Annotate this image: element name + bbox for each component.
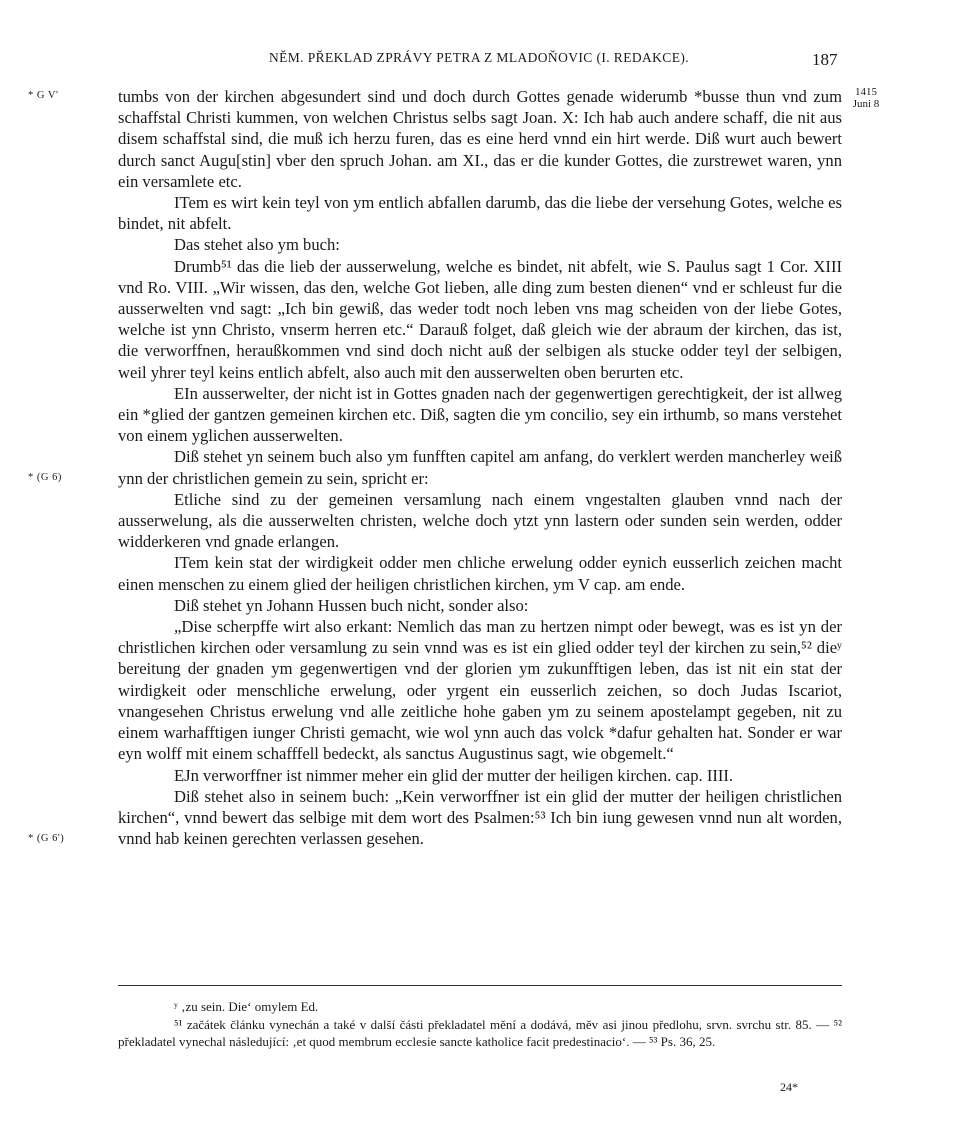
side-note-year: 1415 [855,86,877,98]
page-number: 187 [812,50,838,69]
date-side-note [846,86,886,110]
paragraph: Diß stehet also in seinem buch: „Kein verworffner ist ein glid der mutter der heiligen christlichen kirchen“, vnnd bewert das selbige mit dem wort des Psalmen:⁵³ Ich bin iung gewesen vnnd nun alt worden, vnnd hab keinen gerechten verlassen gesehen. [118,786,842,849]
footnote: ⁵¹ začátek článku vynechán a také v další části překladatel mění a dodává, měv asi jinou předlohu, srvn. svrchu str. 85. — ⁵² překladatel vynechal následující: ‚et quod membrum ecclesie sancte katholice facit predestinacio‘. — ⁵³ Ps. 36, 25. [118,1016,842,1049]
paragraph: ITem es wirt kein teyl von ym entlich abfallen darumb, das die liebe der versehung Gotes, welche es bindet, nit abfelt. [118,193,842,234]
main-text [118,86,842,849]
paragraph: ITem kein stat der wirdigkeit odder men chliche erwelung odder eynich eusserlich zeichen macht einen menschen zu einem glied der heiligen christlichen kirchen, ym V cap. am ende. [118,553,842,594]
footnote: ʸ ‚zu sein. Die‘ omylem Ed. [174,999,319,1014]
footnotes [118,998,842,1051]
paragraph: Diß stehet yn seinem buch also ym funfften capitel am anfang, do verklert werden mancherley weiß ynn der christlichen gemein zu sein, spricht er: [118,447,842,488]
paragraph: EIn ausserwelter, der nicht ist in Gottes gnaden nach der gegenwertigen gerechtigkeit, der ist allweg ein *glied der gantzen gemeinen kirchen etc. Diß, sagten die ym concilio, sey ein irthumb, so mans verstehet von einem yglichen ausserwelten. [118,383,842,446]
margin-mark-2: * (G 6) [28,472,62,483]
margin-mark-3: * (G 6') [28,833,65,844]
signature-mark: 24* [780,1080,798,1094]
paragraph: Etliche sind zu der gemeinen versamlung nach einem vngestalten glauben vnnd nach der ausserwelung, als die ausserwelten christen, welche doch ytzt ynn lastern oder sunden sein werden, odder widderkeren vnd gnade erlangen. [118,489,842,552]
margin-mark-1: * G V' [28,90,59,101]
paragraph: Diß stehet yn Johann Hussen buch nicht, sonder also: [174,595,529,615]
paragraph: „Dise scherpffe wirt also erkant: Nemlich das man zu hertzen nimpt oder bewegt, was es ist yn der christlichen kirchen oder versamlung zu sein vnnd was es ist ein glied odder teyl der kirchen zu sein,⁵² dieʸ bereitung der gnaden ym gegenwertigen vnd der glorien ym zukunfftigen leben, das ist nit ein stat der wirdigkeit oder menschliche erwelung, oder yrgent ein eusserlich zeichen, so doch Judas Iscariot, vnangesehen Christus erwelung vnd alle zeitliche hohe gaben ym zu seinem apostelampt gegeben, nit zu einem warhafftigen iunger Christi gemacht, wie wol ynn auch das volck *dafur gehalten hat. Sonder er war eyn wolff mit einem schafffell bedeckt, als sanctus Augustinus sagt, wie obgemelt.“ [118,617,842,764]
running-title: NĚM. PŘEKLAD ZPRÁVY PETRA Z MLADOŇOVIC (I. REDAKCE). [268,50,690,65]
side-note-date: Juni 8 [852,98,880,110]
paragraph: Drumb⁵¹ das die lieb der ausserwelung, welche es bindet, nit abfelt, wie S. Paulus sagt 1 Cor. XIII vnd Ro. VIII. „Wir wissen, das den, welche Got lieben, alle ding zum besten dienen“ vnd er schleust fur die ausserwelten vnd sagt: „Ich bin gewiß, das weder todt noch leben vns mag scheiden von der liebe Gotes, welche ist ynn Christo, vnserm herren etc.“ Darauß folget, daß gleich wie der abraum der kirchen, das ist, die verworffnen, heraußkommen vnd sind doch nicht auß der selbigen als stucke odder teyl der selbigen, weil yhrer teyl keins entlich abfelt, also auch mit den ausserwelten oben berurten etc. [118,256,842,382]
footnote-divider [118,985,842,986]
paragraph: EJn verworffner ist nimmer meher ein glid der mutter der heiligen kirchen. cap. IIII. [174,765,734,785]
paragraph: Das stehet also ym buch: [174,235,340,255]
paragraph: tumbs von der kirchen abgesundert sind und doch durch Gottes genade widerumb *busse thun vnd zum schaffstal Christi kummen, von welchen Christus selbs sagt Joan. X: Ich hab auch andere schaff, die nit aus disem schaffstal sind, die muß ich herzu furen, das es eine herd vnnd ein hirt werde. Diß wurt auch bewert durch sanct Augu[stin] vber den spruch Johan. am XI., das er die kunder Gottes, die zurstrewet waren, ynn ein versamlete etc. [118,87,842,191]
